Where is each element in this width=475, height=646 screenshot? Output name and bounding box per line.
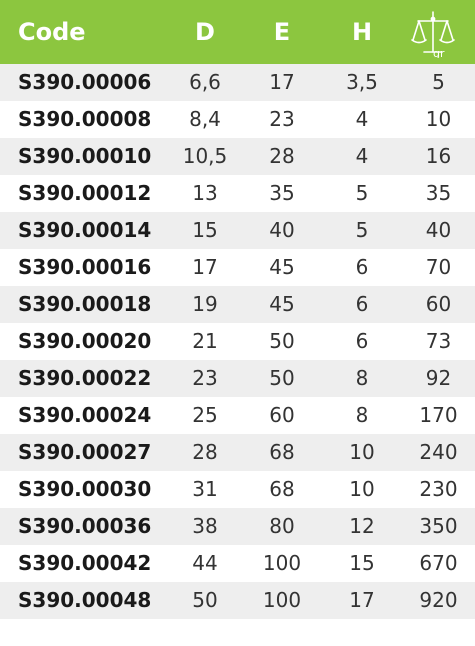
d-cell: 31 xyxy=(192,477,218,501)
d-cell: 17 xyxy=(192,255,218,279)
h-cell: 15 xyxy=(349,551,375,575)
e-cell: 17 xyxy=(269,70,295,94)
weight-cell: 10 xyxy=(425,107,452,131)
e-cell: 50 xyxy=(269,366,295,390)
header-e: E xyxy=(273,18,291,46)
e-cell: 40 xyxy=(269,218,295,242)
weight-cell: 350 xyxy=(419,514,458,538)
table-row xyxy=(0,323,475,360)
table-row xyxy=(0,212,475,249)
header-d: D xyxy=(195,18,215,46)
header-code: Code xyxy=(18,18,86,46)
table-row xyxy=(0,101,475,138)
d-cell: 28 xyxy=(192,440,218,464)
table-row xyxy=(0,360,475,397)
d-cell: 23 xyxy=(192,366,218,390)
table-row xyxy=(0,138,475,175)
h-cell: 4 xyxy=(355,107,369,131)
code-cell: S390.00006 xyxy=(18,70,152,94)
weight-cell: 5 xyxy=(432,70,445,94)
weight-cell: 670 xyxy=(419,551,458,575)
code-cell: S390.00010 xyxy=(18,144,152,168)
d-cell: 8,4 xyxy=(189,107,221,131)
e-cell: 100 xyxy=(262,551,302,575)
e-cell: 45 xyxy=(269,255,295,279)
d-cell: 38 xyxy=(192,514,218,538)
h-cell: 6 xyxy=(355,255,369,279)
weight-unit-label: gr xyxy=(433,47,445,58)
e-cell: 45 xyxy=(269,292,295,316)
d-cell: 44 xyxy=(192,551,218,575)
table-header xyxy=(0,0,475,64)
table-row xyxy=(0,286,475,323)
weight-cell: 240 xyxy=(419,440,458,464)
table-row xyxy=(0,64,475,101)
code-cell: S390.00020 xyxy=(18,329,152,353)
table-row xyxy=(0,508,475,545)
code-cell: S390.00016 xyxy=(18,255,152,279)
code-cell: S390.00018 xyxy=(18,292,152,316)
e-cell: 68 xyxy=(269,477,295,501)
weight-cell: 60 xyxy=(425,292,452,316)
h-cell: 10 xyxy=(349,440,375,464)
code-cell: S390.00022 xyxy=(18,366,152,390)
weight-cell: 920 xyxy=(419,588,458,612)
code-cell: S390.00036 xyxy=(18,514,152,538)
h-cell: 6 xyxy=(355,292,369,316)
e-cell: 80 xyxy=(269,514,295,538)
table-row xyxy=(0,434,475,471)
table-row xyxy=(0,582,475,619)
e-cell: 60 xyxy=(269,403,295,427)
h-cell: 8 xyxy=(355,403,369,427)
h-cell: 4 xyxy=(355,144,369,168)
balance-scale-icon xyxy=(409,10,467,58)
code-cell: S390.00012 xyxy=(18,181,152,205)
weight-cell: 16 xyxy=(425,144,452,168)
d-cell: 25 xyxy=(192,403,218,427)
h-cell: 5 xyxy=(355,218,369,242)
table-row xyxy=(0,545,475,582)
d-cell: 13 xyxy=(192,181,218,205)
weight-cell: 230 xyxy=(419,477,458,501)
table-row xyxy=(0,175,475,212)
h-cell: 10 xyxy=(349,477,375,501)
e-cell: 23 xyxy=(269,107,295,131)
code-cell: S390.00042 xyxy=(18,551,152,575)
h-cell: 12 xyxy=(349,514,375,538)
code-cell: S390.00030 xyxy=(18,477,152,501)
d-cell: 10,5 xyxy=(182,144,228,168)
h-cell: 5 xyxy=(355,181,369,205)
e-cell: 68 xyxy=(269,440,295,464)
weight-cell: 35 xyxy=(425,181,452,205)
h-cell: 3,5 xyxy=(346,70,378,94)
table-row xyxy=(0,249,475,286)
code-cell: S390.00008 xyxy=(18,107,152,131)
e-cell: 28 xyxy=(269,144,295,168)
code-cell: S390.00027 xyxy=(18,440,152,464)
d-cell: 21 xyxy=(192,329,218,353)
table-row xyxy=(0,471,475,508)
d-cell: 50 xyxy=(192,588,218,612)
d-cell: 15 xyxy=(192,218,218,242)
weight-cell: 70 xyxy=(425,255,452,279)
weight-cell: 92 xyxy=(425,366,452,390)
h-cell: 17 xyxy=(349,588,375,612)
e-cell: 100 xyxy=(262,588,302,612)
code-cell: S390.00024 xyxy=(18,403,152,427)
weight-cell: 40 xyxy=(425,218,452,242)
table-row xyxy=(0,397,475,434)
h-cell: 6 xyxy=(355,329,369,353)
e-cell: 35 xyxy=(269,181,295,205)
d-cell: 19 xyxy=(192,292,218,316)
weight-cell: 170 xyxy=(419,403,458,427)
weight-cell: 73 xyxy=(425,329,452,353)
code-cell: S390.00014 xyxy=(18,218,152,242)
h-cell: 8 xyxy=(355,366,369,390)
header-h: H xyxy=(351,18,373,46)
code-cell: S390.00048 xyxy=(18,588,152,612)
d-cell: 6,6 xyxy=(189,70,221,94)
e-cell: 50 xyxy=(269,329,295,353)
